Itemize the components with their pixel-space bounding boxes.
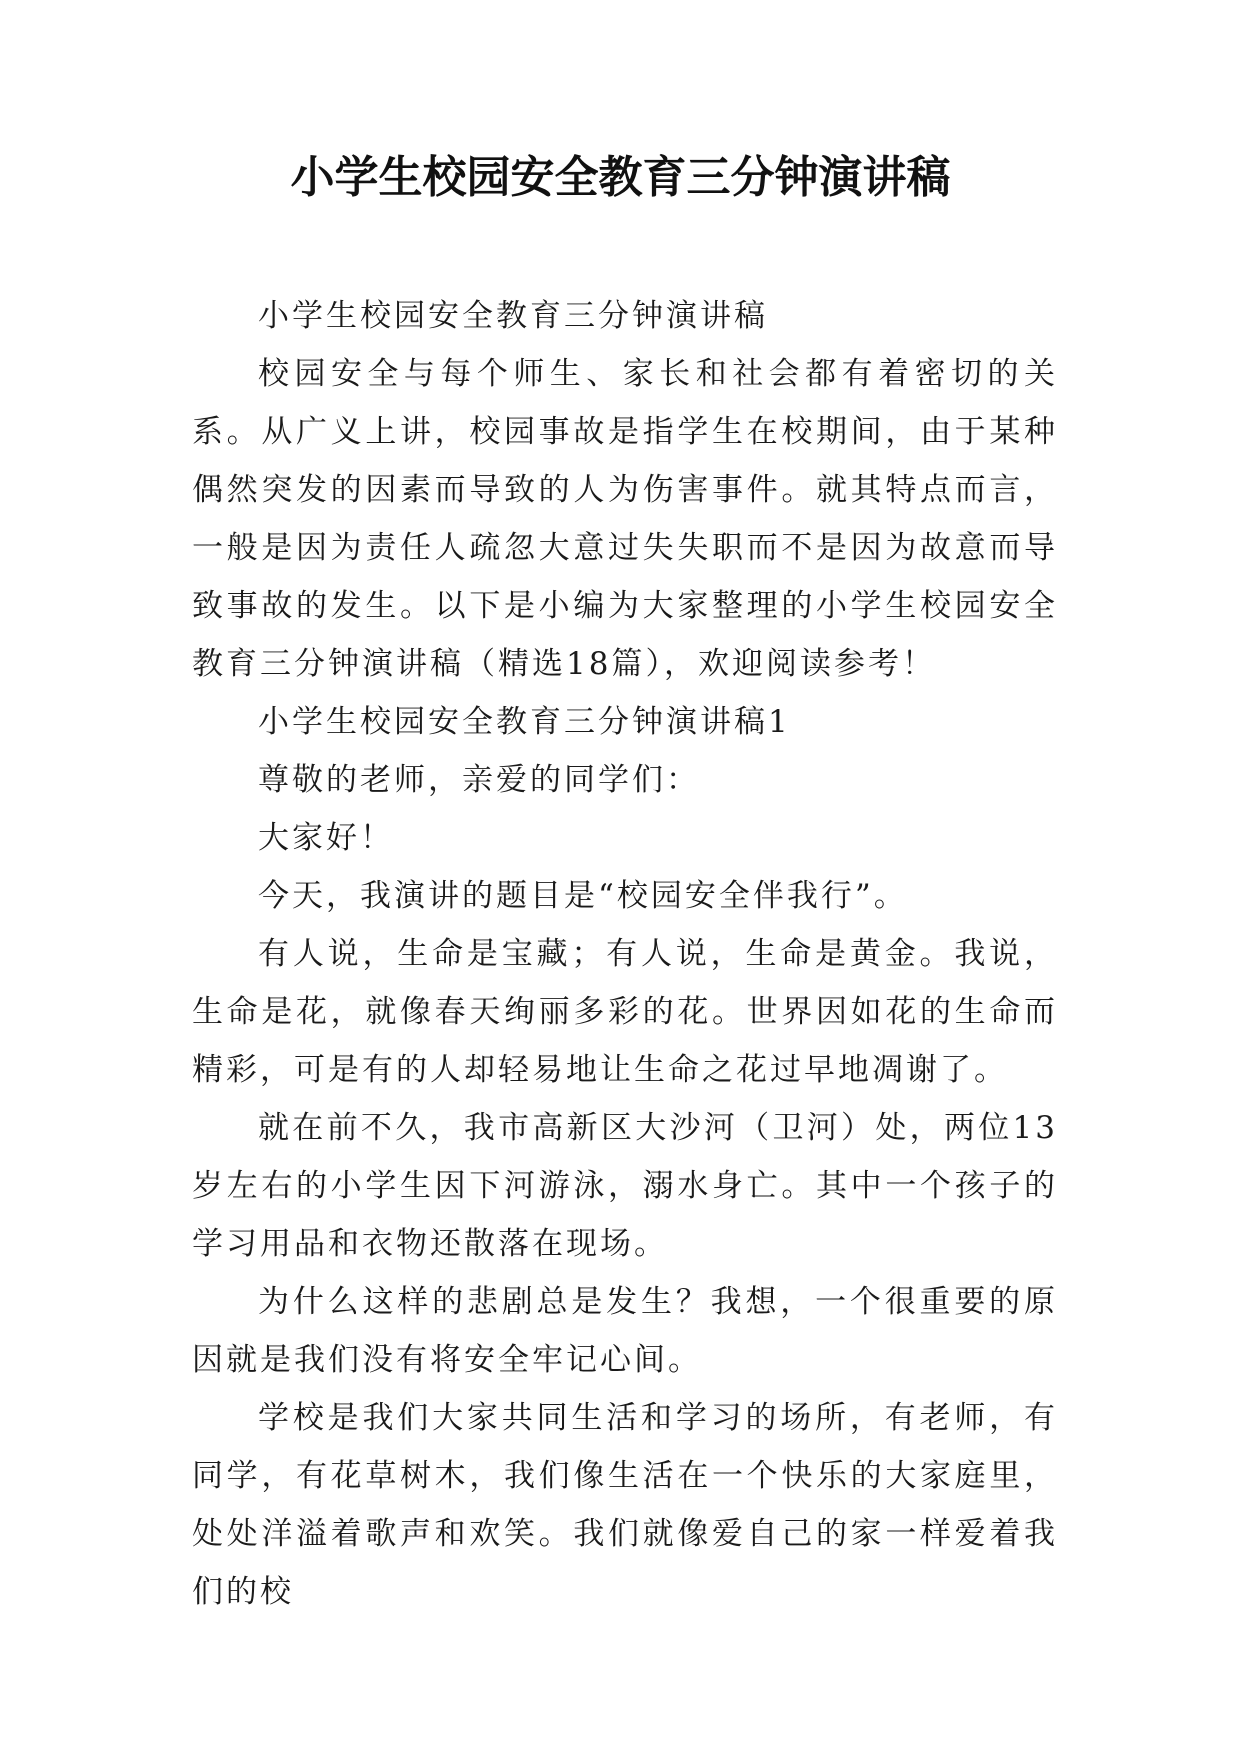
subtitle-paragraph: 小学生校园安全教育三分钟演讲稿 (258, 298, 768, 334)
section-heading: 小学生校园安全教育三分钟演讲稿1 (258, 704, 791, 740)
document-title: 小学生校园安全教育三分钟演讲稿 (290, 152, 951, 203)
body-paragraph: 学校是我们大家共同生活和学习的场所，有老师，有同学，有花草树木，我们像生活在一个快乐的大家庭里，处处洋溢着歌声和欢笑。我们就像爱自己的家一样爱着我们的校 (192, 1400, 1058, 1610)
document-body (192, 287, 1058, 1621)
body-paragraph: 有人说，生命是宝藏；有人说，生命是黄金。我说，生命是花，就像春天绚丽多彩的花。世界因如花的生命而精彩，可是有的人却轻易地让生命之花过早地凋谢了。 (192, 936, 1058, 1088)
topic-paragraph: 今天，我演讲的题目是“校园安全伴我行”。 (258, 878, 908, 914)
body-paragraph: 就在前不久，我市高新区大沙河（卫河）处，两位13岁左右的小学生因下河游泳，溺水身亡。其中一个孩子的学习用品和衣物还散落在现场。 (192, 1110, 1058, 1262)
body-paragraph: 为什么这样的悲剧总是发生？我想，一个很重要的原因就是我们没有将安全牢记心间。 (192, 1284, 1058, 1378)
greeting-paragraph: 大家好！ (258, 820, 394, 856)
salutation-paragraph: 尊敬的老师，亲爱的同学们： (258, 762, 700, 798)
intro-paragraph: 校园安全与每个师生、家长和社会都有着密切的关系。从广义上讲，校园事故是指学生在校期间，由于某种偶然突发的因素而导致的人为伤害事件。就其特点而言，一般是因为责任人疏忽大意过失失职而不是因为故意而导致事故的发生。以下是小编为大家整理的小学生校园安全教育三分钟演讲稿（精选18篇），欢迎阅读参考！ (192, 356, 1058, 682)
